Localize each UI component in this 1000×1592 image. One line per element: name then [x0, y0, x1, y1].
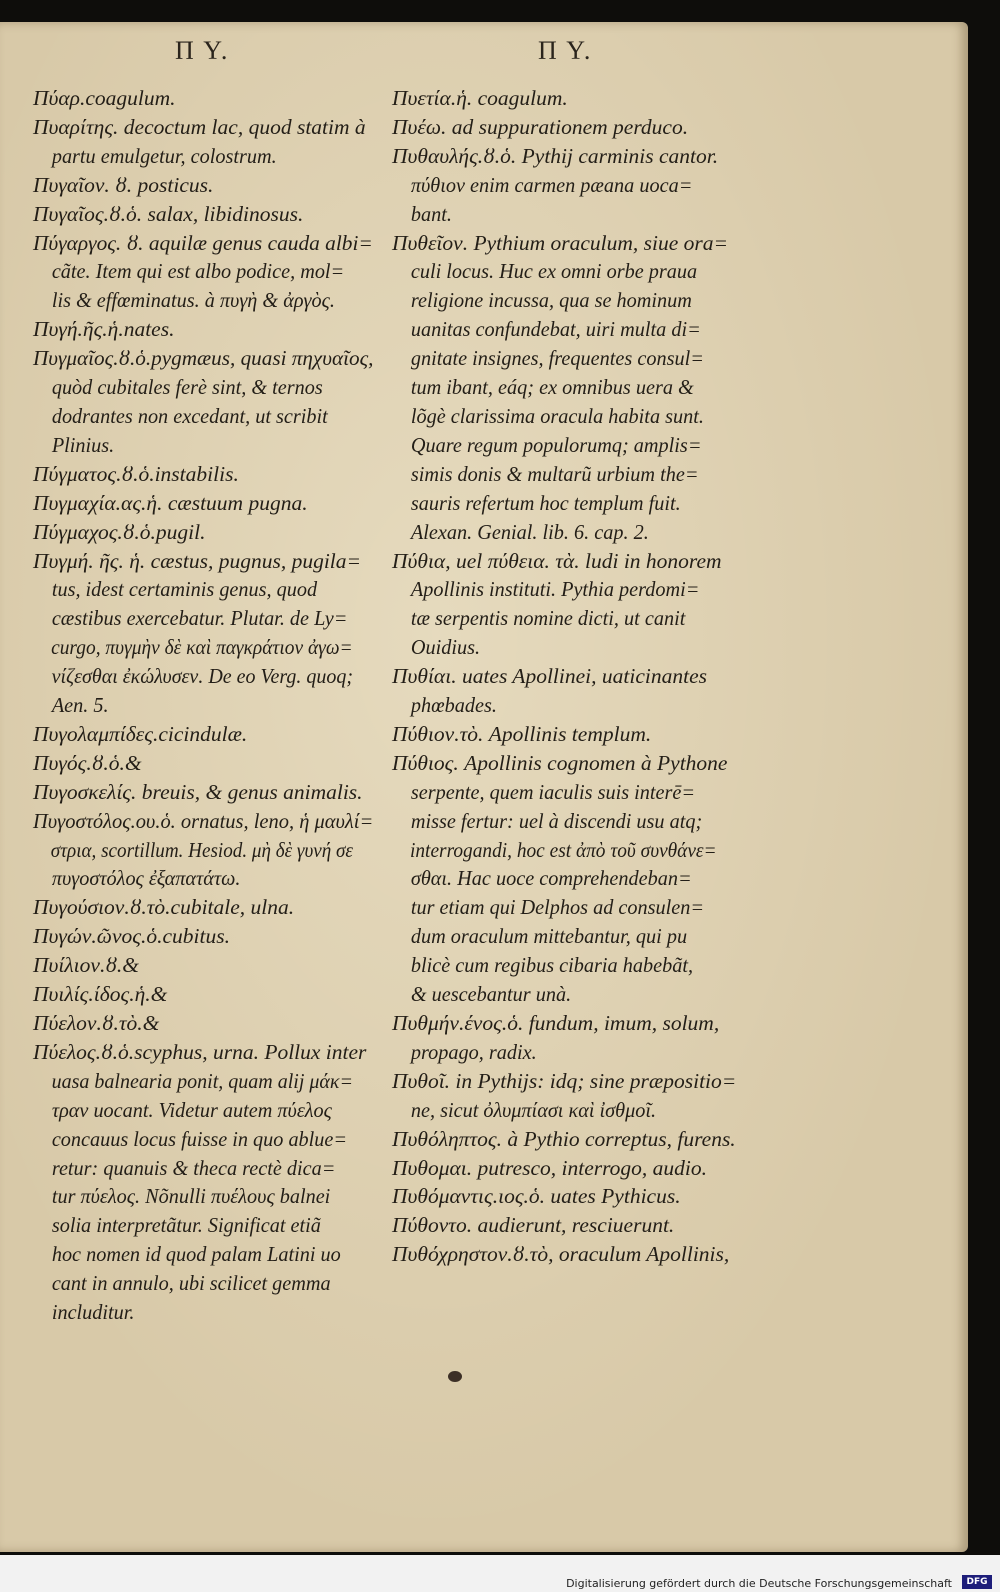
ink-blot — [448, 1371, 462, 1382]
text-line: Πυγή.ῆς.ἡ.nates. — [33, 317, 175, 342]
text-line: ne, sicut ὀλυμπίασι καὶ ἰσθμοῖ. — [410, 1097, 657, 1122]
text-line: νίζεσθαι ἐκώλυσεν. De eo Verg. quoq; — [51, 664, 354, 689]
text-line: Πυγαῖος.ȣ.ὁ. salax, libidinosus. — [33, 201, 304, 226]
text-line: includitur. — [51, 1300, 135, 1325]
text-line: Apollinis instituti. Pythia perdomi= — [410, 577, 700, 602]
text-line: tæ serpentis nomine dicti, ut canit — [410, 606, 686, 631]
text-line: religione incussa, qua se hominum — [410, 288, 692, 313]
text-line: Πυθόμαντις.ιος.ὁ. uates Pythicus. — [392, 1184, 681, 1209]
text-line: tus, idest certaminis genus, quod — [51, 577, 318, 602]
text-line: Quare regum populorumq; amplis= — [410, 432, 702, 457]
text-line: στρια, scortillum. Hesiod. μὴ δὲ γυνή σε — [50, 837, 353, 862]
text-line: gnitate insignes, frequentes consul= — [410, 346, 704, 371]
text-line: dodrantes non excedant, ut scribit — [51, 403, 328, 428]
text-line: Πυετία.ἡ. coagulum. — [392, 86, 568, 110]
text-line: σθαι. Hac uoce comprehendeban= — [410, 866, 692, 891]
text-line: Πυγοστόλος.ου.ὁ. ornatus, leno, ἡ μαυλί= — [33, 808, 374, 833]
text-line: Πυαρίτης. decoctum lac, quod statim à — [33, 114, 366, 139]
text-line: interrogandi, hoc est ἀπὸ τοῦ συνθάνε= — [410, 837, 717, 862]
text-line: blicè cum regibus cibaria habebãt, — [410, 953, 694, 978]
text-line: solia interpretãtur. Significat etiã — [51, 1213, 321, 1238]
page-header-right: Π Υ. — [538, 36, 593, 65]
text-line: Plinius. — [51, 432, 115, 457]
text-line: propago, radix. — [410, 1039, 537, 1064]
text-line: Πυθόχρηστον.ȣ.τὸ, oraculum Apollinis, — [392, 1242, 730, 1267]
text-line: phœbades. — [410, 693, 497, 718]
text-line: τραν uocant. Videtur autem πύελος — [51, 1097, 332, 1122]
text-line: Πυγαῖον. ȣ. posticus. — [33, 172, 214, 197]
text-line: Πυγών.ῶνος.ὁ.cubitus. — [33, 924, 230, 949]
text-line: Πυθεῖον. Pythium oraculum, siue ora= — [392, 230, 729, 255]
text-line: Πυγός.ȣ.ὁ.& — [33, 750, 142, 775]
text-line: Πύαρ.coagulum. — [33, 86, 176, 110]
text-line: Πυθίαι. uates Apollinei, uaticinantes — [392, 664, 707, 689]
text-line: Πύγμαχος.ȣ.ὁ.pugil. — [33, 519, 206, 544]
text-line: Πυθόληπτος. à Pythio correptus, furens. — [392, 1126, 736, 1151]
text-line: Πύθιος. Apollinis cognomen à Pythone — [392, 750, 728, 775]
text-line: uanitas confundebat, uiri multa di= — [410, 317, 701, 342]
text-line: simis donis & multarũ urbium the= — [410, 461, 699, 486]
text-line: dum oraculum mittebantur, qui pu — [410, 924, 688, 949]
text-line: Πύελον.ȣ.τὸ.& — [33, 1011, 160, 1035]
text-line: tur etiam qui Delphos ad consulen= — [410, 895, 705, 920]
text-line: Alexan. Genial. lib. 6. cap. 2. — [410, 519, 649, 544]
text-line: partu emulgetur, colostrum. — [51, 143, 277, 168]
text-line: lis & effœminatus. à πυγὴ & ἀργὸς. — [51, 288, 335, 313]
text-line: Πύθια, uel πύθεια. τὰ. ludi in honorem — [392, 548, 722, 573]
text-line: Πυθαυλής.ȣ.ὁ. Pythij carminis cantor. — [392, 143, 719, 168]
text-line: concauus locus fuisse in quo ablue= — [51, 1126, 348, 1151]
text-line: Πυγμή. ῆς. ἡ. cæstus, pugnus, pugila= — [33, 548, 362, 573]
text-line: Πυγοσκελίς. breuis, & genus animalis. — [33, 779, 363, 804]
text-line: cãte. Item qui est albo podice, mol= — [51, 259, 345, 284]
text-line: Πυγούσιον.ȣ.τὸ.cubitale, ulna. — [33, 895, 295, 920]
left-column — [33, 84, 373, 1327]
footer-credit: Digitalisierung gefördert durch die Deutsche Forschungsgemeinschaft — [566, 1577, 952, 1590]
text-line: πυγοστόλος ἐξαπατάτω. — [51, 866, 241, 891]
text-line: lõgè clarissima oracula habita sunt. — [410, 403, 704, 428]
text-line: quòd cubitales ferè sint, & ternos — [51, 375, 323, 400]
text-line: Πυγμαῖος.ȣ.ὁ.pygmæus, quasi πηχυαῖος, — [33, 346, 374, 371]
text-line: misse fertur: uel à discendi usu atq; — [410, 808, 703, 833]
text-line: cant in annulo, ubi scilicet gemma — [51, 1271, 331, 1296]
text-line: bant. — [410, 201, 452, 226]
text-line: serpente, quem iaculis suis interē= — [410, 779, 696, 804]
text-line: Πυίλιον.ȣ.& — [33, 953, 140, 978]
text-line: culi locus. Huc ex omni orbe praua — [410, 259, 698, 284]
text-line: Πύγματος.ȣ.ὁ.instabilis. — [33, 461, 239, 486]
dfg-logo: DFG — [962, 1575, 992, 1589]
text-line: Πυγολαμπίδες.cicindulæ. — [33, 721, 248, 746]
text-line: Πυγμαχία.ας.ἡ. cæstuum pugna. — [33, 490, 308, 515]
right-column — [392, 84, 737, 1269]
text-line: retur: quanuis & theca rectè dica= — [51, 1155, 336, 1180]
page-header-left: Π Υ. — [175, 36, 230, 65]
text-line: tum ibant, eáq; ex omnibus uera & — [410, 375, 694, 400]
text-line: Πυθοῖ. in Pythijs: idq; sine præpositio= — [392, 1068, 737, 1093]
text-line: & uescebantur unà. — [410, 982, 572, 1007]
text-line: cæstibus exercebatur. Plutar. de Ly= — [51, 606, 348, 631]
text-line: curgo, πυγμὴν δὲ καὶ παγκράτιον ἀγω= — [51, 635, 353, 660]
text-line: Ouidius. — [410, 635, 481, 660]
text-line: Πύθιον.τὸ. Apollinis templum. — [392, 721, 652, 746]
text-line: πύθιον enim carmen pæana uoca= — [410, 172, 693, 197]
text-line: tur πύελος. Nõnulli πυέλους balnei — [51, 1184, 331, 1209]
text-line: sauris refertum hoc templum fuit. — [410, 490, 681, 515]
text-line: Πύθοντο. audierunt, resciuerunt. — [392, 1213, 675, 1238]
text-line: hoc nomen id quod palam Latini uo — [51, 1242, 341, 1267]
text-line: uasa balnearia ponit, quam alij μάκ= — [51, 1068, 354, 1093]
text-line: Πύγαργος. ȣ. aquilæ genus cauda albi= — [33, 230, 373, 255]
text-line: Πύελος.ȣ.ὁ.scyphus, urna. Pollux inter — [33, 1039, 367, 1064]
text-line: Πυέω. ad suppurationem perduco. — [392, 114, 689, 139]
text-line: Πυθομαι. putresco, interrogo, audio. — [392, 1155, 708, 1180]
text-line: Aen. 5. — [51, 693, 109, 718]
text-line: Πυιλίς.ίδος.ἡ.& — [33, 982, 168, 1007]
text-line: Πυθμήν.ένος.ὁ. fundum, imum, solum, — [392, 1011, 720, 1035]
